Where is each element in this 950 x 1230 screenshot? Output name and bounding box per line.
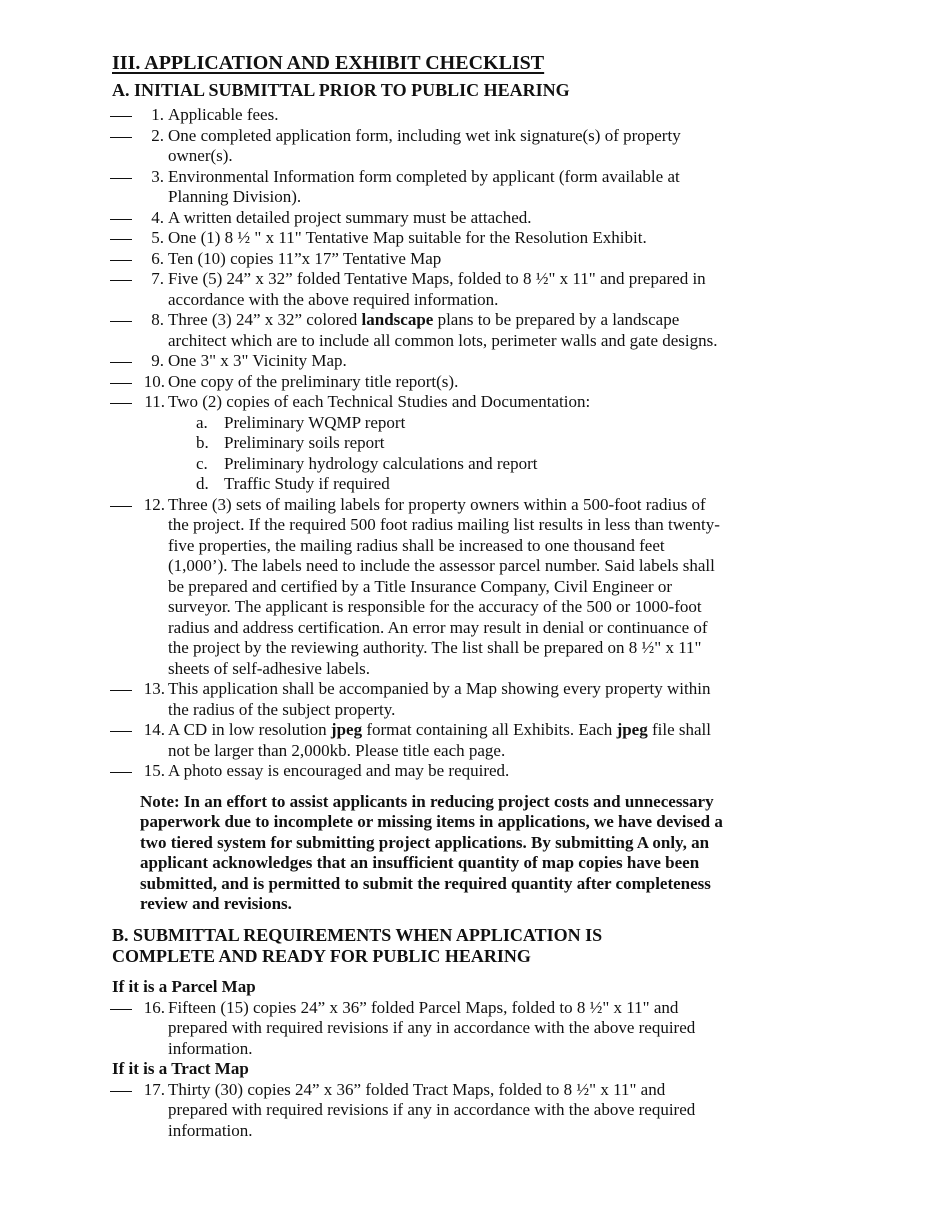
- item-number: 6.: [151, 248, 164, 268]
- item-text: Ten (10) copies 11”x 17” Tentative Map: [168, 248, 442, 268]
- checklist-item-2: [112, 126, 728, 167]
- sublist-letter: a.: [196, 412, 208, 432]
- sublist-text: Preliminary soils report: [224, 433, 385, 452]
- checkbox-blank[interactable]: [110, 137, 132, 138]
- item-text-bold: landscape: [361, 310, 434, 329]
- checkbox-blank[interactable]: [110, 1009, 132, 1010]
- item-text: Two (2) copies of each Technical Studies and Documentation:: [168, 392, 591, 411]
- item-text: Five (5) 24” x 32” folded Tentative Maps, folded to 8 ½" x 11" and prepared in accordance with the above required information.: [168, 269, 706, 309]
- checklist-item-1: [112, 105, 728, 126]
- section-a-heading: A. INITIAL SUBMITTAL PRIOR TO PUBLIC HEARING: [112, 80, 570, 100]
- checkbox-blank[interactable]: [110, 321, 132, 322]
- item-number: 4.: [151, 207, 164, 227]
- checkbox-blank[interactable]: [110, 403, 132, 404]
- tract-map-heading: If it is a Tract Map: [112, 1059, 249, 1079]
- item-number: 17.: [143, 1079, 165, 1099]
- checklist-item-14: [112, 720, 728, 761]
- item-number: 13.: [143, 679, 165, 698]
- item-number: 10.: [143, 371, 165, 391]
- submittal-note: Note: In an effort to assist applicants in reducing project costs and unnecessary paperwork due to incomplete or missing items in applications, we have devised a two tiered system for submitting project applications. By submitting A only, an applicant acknowledges that an insufficient quantity of map copies have been submitted, and is permitted to submit the required quantity after completeness review and revisions.: [140, 791, 723, 914]
- item-text: A written detailed project summary must be attached.: [168, 207, 532, 227]
- checklist-item-11: [112, 392, 728, 495]
- item-text-bold: jpeg: [330, 720, 363, 739]
- sublist-item-c: [168, 454, 728, 475]
- checklist-item-8: [112, 310, 728, 351]
- checklist-item-13: [112, 679, 728, 720]
- checklist-item-4: [112, 208, 728, 229]
- checklist-item-16: [112, 998, 728, 1060]
- sublist-letter: c.: [196, 453, 208, 473]
- checkbox-blank[interactable]: [110, 239, 132, 240]
- checkbox-blank[interactable]: [110, 178, 132, 179]
- item-text: This application shall be accompanied by a Map showing every property within the radius of the subject property.: [168, 679, 711, 719]
- item-text-part: file shall not be larger than 2,000kb. Please title each page.: [168, 720, 711, 760]
- checkbox-blank[interactable]: [110, 690, 132, 691]
- sublist-text: Traffic Study if required: [224, 474, 390, 493]
- sublist-item-d: [168, 474, 728, 495]
- item-text: Thirty (30) copies 24” x 36” folded Tract Maps, folded to 8 ½" x 11" and prepared with required revisions if any in accordance with the above required information.: [168, 1079, 696, 1140]
- item-number: 7.: [151, 269, 164, 288]
- checklist-item-15: [112, 761, 728, 782]
- item-text: One (1) 8 ½ " x 11" Tentative Map suitable for the Resolution Exhibit.: [168, 228, 647, 247]
- sublist-text: Preliminary WQMP report: [224, 412, 406, 432]
- technical-studies-sublist: [168, 413, 728, 495]
- checklist-item-17: [112, 1080, 728, 1142]
- item-text: A photo essay is encouraged and may be required.: [168, 761, 510, 780]
- item-text-part: Three (3) 24” x 32” colored: [168, 310, 362, 329]
- checkbox-blank[interactable]: [110, 383, 132, 384]
- checkbox-blank[interactable]: [110, 280, 132, 281]
- checkbox-blank[interactable]: [110, 506, 132, 507]
- item-number: 9.: [151, 351, 164, 370]
- item-text: Applicable fees.: [168, 105, 279, 124]
- item-text-part: plans to be prepared by a landscape architect which are to include all common lots, perimeter walls and gate designs.: [168, 310, 718, 350]
- item-text: Fifteen (15) copies 24” x 36” folded Parcel Maps, folded to 8 ½" x 11" and prepared with required revisions if any in accordance with the above required information.: [168, 997, 696, 1058]
- sublist-item-b: [168, 433, 728, 454]
- checklist-item-5: [112, 228, 728, 249]
- item-number: 12.: [143, 494, 165, 514]
- checklist-item-3: [112, 167, 728, 208]
- item-number: 8.: [151, 310, 164, 329]
- item-number: 11.: [144, 392, 165, 411]
- item-number: 5.: [151, 228, 164, 247]
- item-text: One 3" x 3" Vicinity Map.: [168, 351, 347, 370]
- item-text: [168, 310, 728, 351]
- item-number: 14.: [143, 720, 165, 739]
- checklist-item-6: [112, 249, 728, 270]
- sublist-letter: b.: [196, 433, 209, 452]
- item-number: 3.: [151, 166, 164, 186]
- item-number: 16.: [143, 997, 165, 1017]
- sublist-letter: d.: [196, 474, 209, 493]
- checkbox-blank[interactable]: [110, 362, 132, 363]
- parcel-map-checklist: [112, 998, 950, 1060]
- item-text-part: format containing all Exhibits. Each: [362, 720, 617, 739]
- section-a-checklist: [112, 105, 950, 782]
- item-text: One completed application form, including wet ink signature(s) of property owner(s).: [168, 125, 681, 165]
- item-number: 2.: [151, 125, 164, 145]
- parcel-map-heading: If it is a Parcel Map: [112, 977, 256, 997]
- checkbox-blank[interactable]: [110, 1091, 132, 1092]
- checkbox-blank[interactable]: [110, 731, 132, 732]
- checklist-item-7: [112, 269, 728, 310]
- checklist-item-10: [112, 372, 728, 393]
- item-number: 15.: [143, 761, 165, 780]
- item-text: Environmental Information form completed by applicant (form available at Planning Division).: [168, 166, 680, 206]
- checkbox-blank[interactable]: [110, 772, 132, 773]
- sublist-text: Preliminary hydrology calculations and report: [224, 453, 538, 473]
- item-text-part: A CD in low resolution: [168, 720, 331, 739]
- checklist-item-9: [112, 351, 728, 372]
- item-text: One copy of the preliminary title report(s).: [168, 371, 459, 391]
- checkbox-blank[interactable]: [110, 116, 132, 117]
- item-text: Three (3) sets of mailing labels for property owners within a 500-foot radius of the project. If the required 500 foot radius mailing list results in less than twenty-five properties, the mailing radius shall be increased to one thousand feet (1,000’). The labels need to include the assessor parcel number. Said labels shall be prepared and certified by a Title Insurance Company, Civil Engineer or surveyor. The applicant is responsible for the accuracy of the 500 or 1000-foot radius and address certification. An error may result in denial or continuance of the project by the reviewing authority. The list shall be prepared on 8 ½" x 11" sheets of self-adhesive labels.: [168, 494, 720, 678]
- section-b-heading: B. SUBMITTAL REQUIREMENTS WHEN APPLICATION IS COMPLETE AND READY FOR PUBLIC HEARING: [112, 925, 603, 967]
- item-number: 1.: [151, 105, 164, 124]
- tract-map-checklist: [112, 1080, 950, 1142]
- sublist-item-a: [168, 413, 728, 434]
- page-title: III. APPLICATION AND EXHIBIT CHECKLIST: [112, 52, 545, 74]
- checkbox-blank[interactable]: [110, 260, 132, 261]
- item-text: [168, 720, 728, 761]
- item-text-bold: jpeg: [616, 720, 648, 739]
- checklist-item-12: [112, 495, 728, 680]
- checkbox-blank[interactable]: [110, 219, 132, 220]
